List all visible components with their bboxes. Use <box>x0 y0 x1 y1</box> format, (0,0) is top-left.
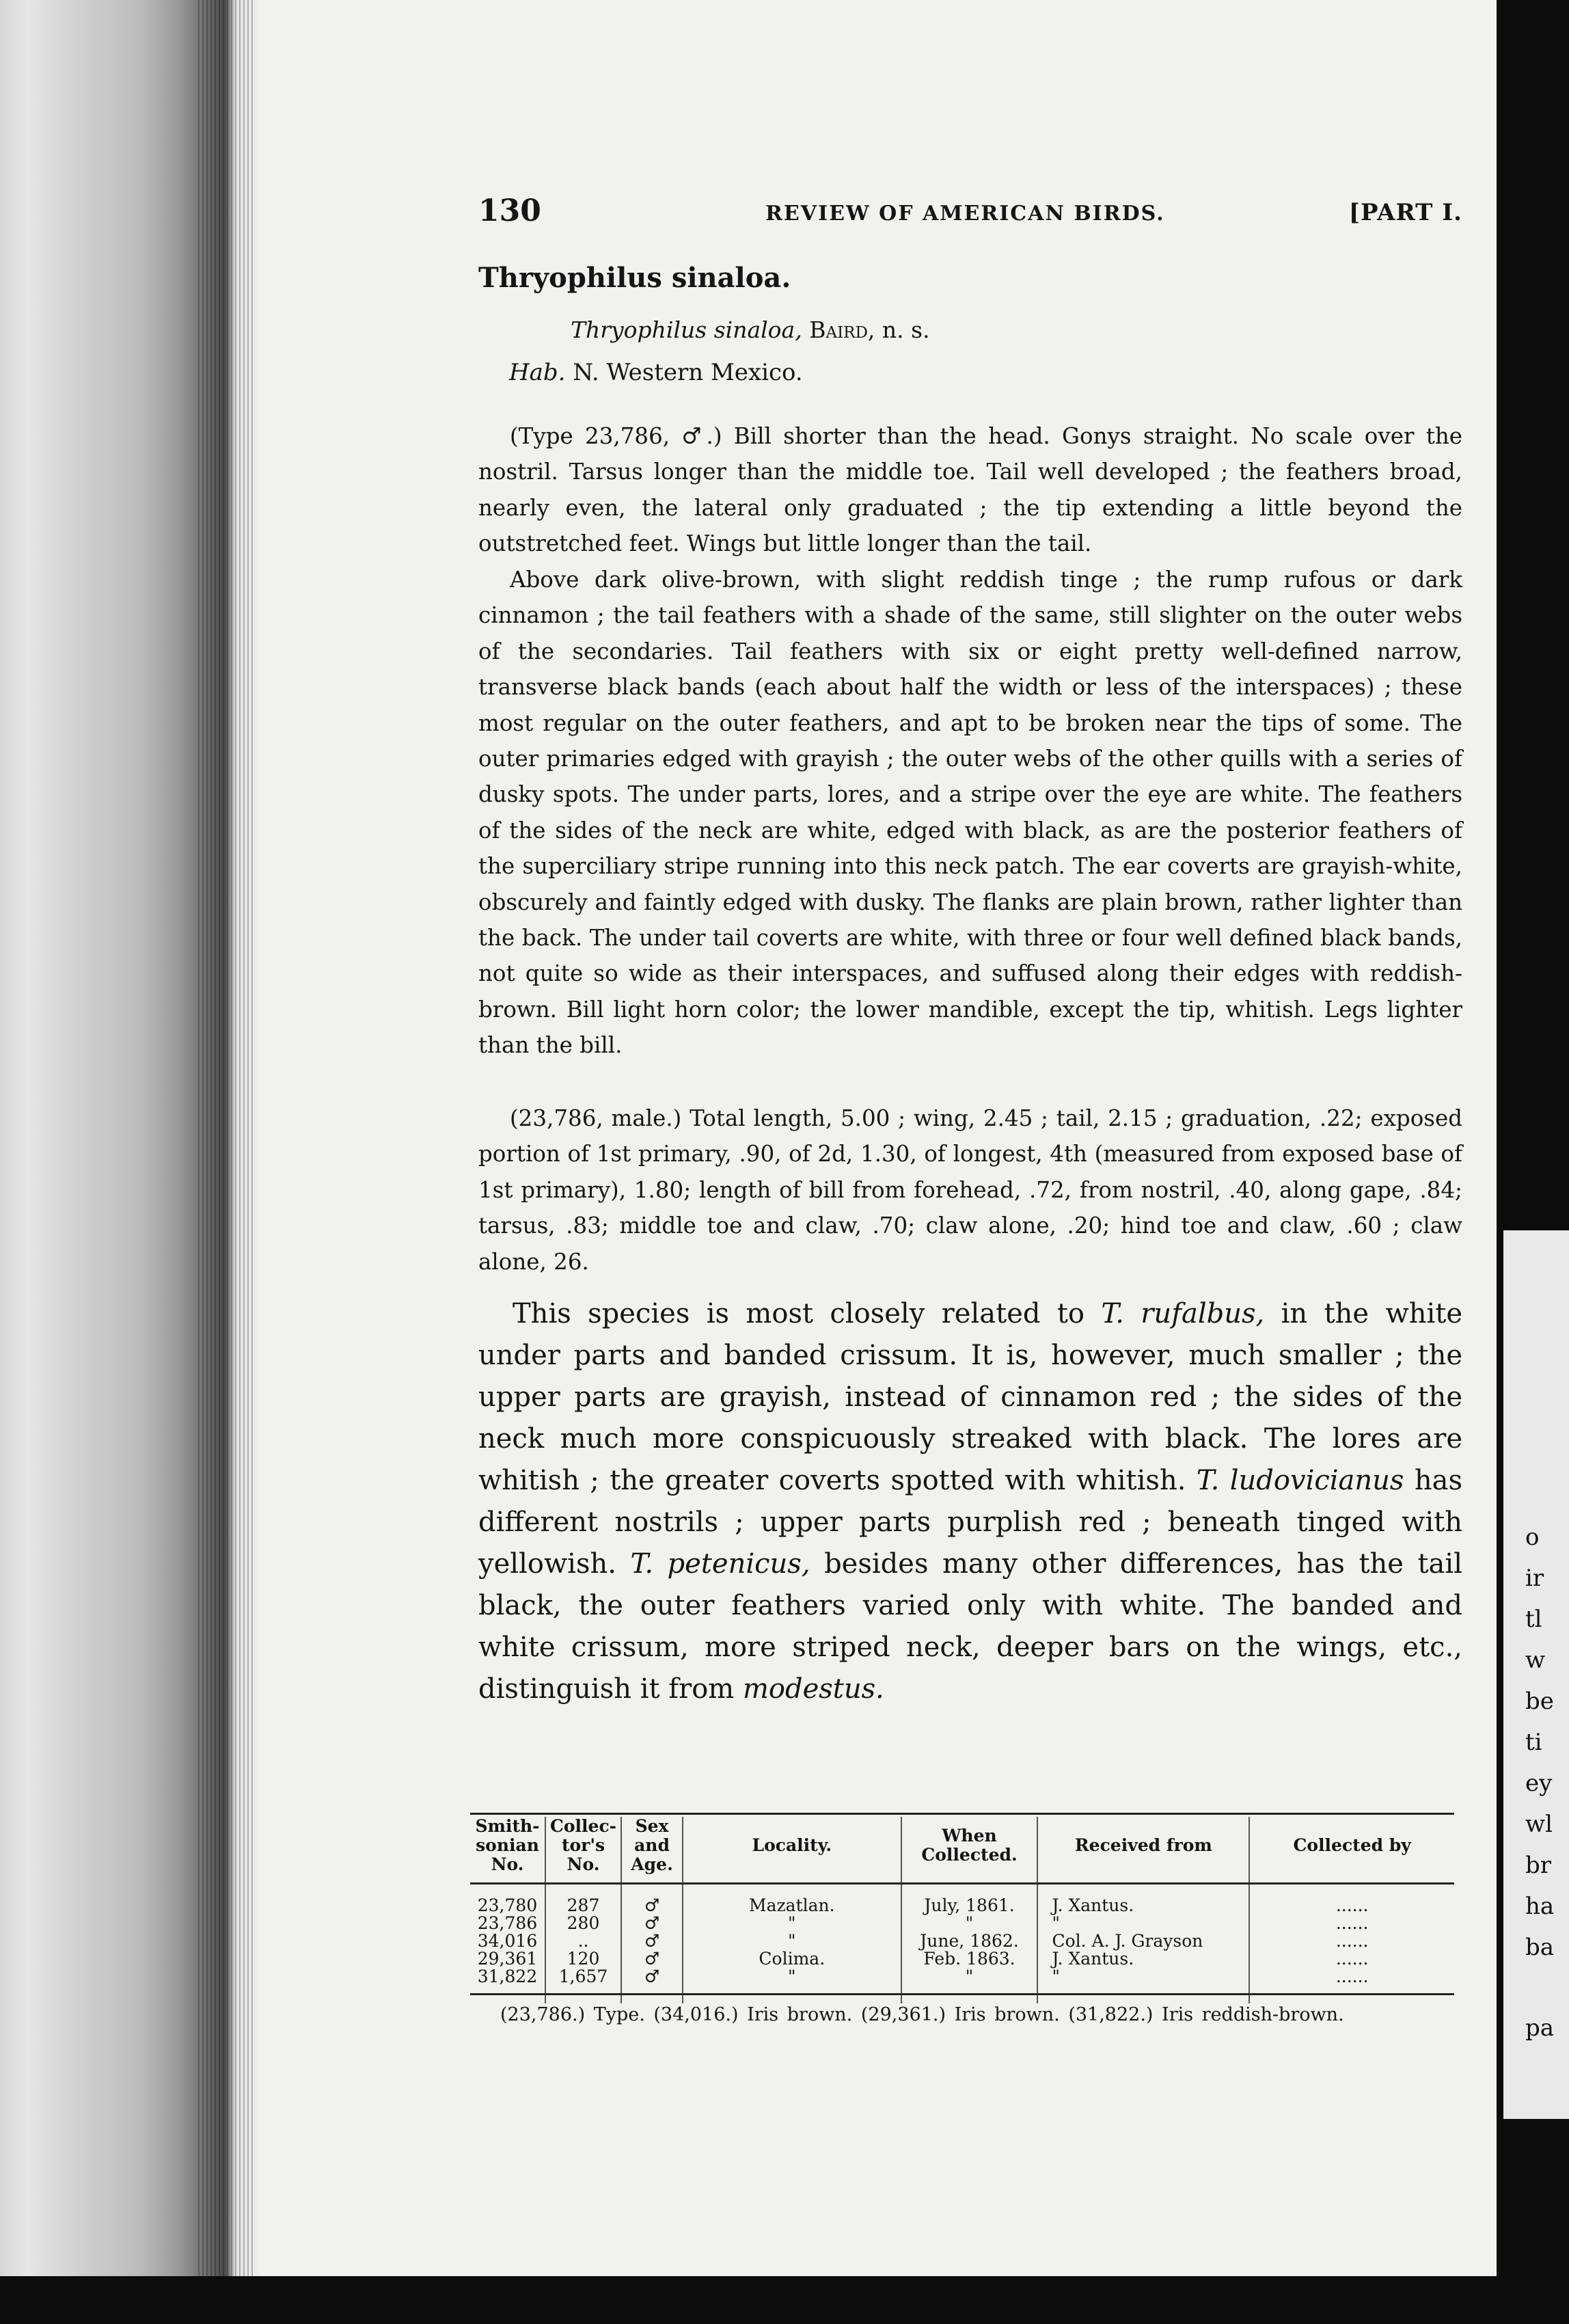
column-header: Locality. <box>683 1817 901 1884</box>
sex-symbol: ♂ <box>621 1950 683 1968</box>
synonym-author: Baird, <box>809 316 875 343</box>
next-page-fragment: be <box>1525 1688 1554 1715</box>
table-bottom-rule <box>470 1993 1454 1995</box>
species-name: T. rufalbus, <box>1101 1298 1265 1329</box>
colouration-paragraph: Above dark olive-brown, with slight reddish tinge ; the rump rufous or dark cinnamon ; the tail feathers with a shade of the same, still slighter on the outer webs of the secondaries. Tail feathers with six or eight pretty well-defined narrow, transverse black bands (each about half the width or less of the interspaces) ; these most regular on the outer feathers, and apt to be broken near the tips of some. The outer primaries edged with grayish ; the outer webs of the other quills with a series of dusky spots. The under parts, lores, and a stripe over the eye are white. The feathers of the sides of the neck are white, edged with black, as are the posterior feathers of the superciliary stripe running into this neck patch. The ear coverts are grayish-white, obscurely and faintly edged with dusky. The flanks are plain brown, rather lighter than the back. The under tail coverts are white, with three or four well defined black bands, not quite so wide as their interspaces, and suffused along their edges with reddish-brown. Bill light horn color; the lower mandible, except the tip, whitish. Legs lighter than the bill. <box>478 567 1462 1059</box>
habitat-value: N. Western Mexico. <box>573 359 803 386</box>
locality: " <box>683 1915 901 1932</box>
column-header: Sex and Age. <box>621 1817 683 1884</box>
next-page-fragment: br <box>1525 1852 1552 1879</box>
collected-by: ...... <box>1335 1913 1369 1933</box>
column-header: Received from <box>1037 1817 1249 1884</box>
collector-number: 287 <box>545 1884 621 1915</box>
locality: Colima. <box>683 1950 901 1968</box>
sex-symbol: ♂ <box>621 1915 683 1932</box>
species-name: modestus. <box>742 1673 884 1705</box>
collector-number: 280 <box>545 1915 621 1932</box>
column-header: Collec-tor's No. <box>545 1817 621 1884</box>
sex-symbol: ♂ <box>621 1932 683 1950</box>
running-title: REVIEW OF AMERICAN BIRDS. <box>765 202 1165 226</box>
locality: " <box>683 1968 901 2003</box>
table-row <box>470 1884 1454 1915</box>
comparison-paragraph <box>478 1293 1462 1710</box>
collection-date: July, 1861. <box>901 1884 1038 1915</box>
next-page-fragment: o <box>1525 1524 1540 1551</box>
smithsonian-number: 29,361 <box>470 1950 545 1968</box>
collection-date: June, 1862. <box>901 1932 1038 1950</box>
received-from: " <box>1037 1968 1249 2003</box>
next-page-fragment: ir <box>1525 1565 1544 1592</box>
synonym-note: n. s. <box>882 316 930 343</box>
collected-by: ...... <box>1335 1931 1369 1951</box>
next-page-fragment: ti <box>1525 1729 1542 1756</box>
next-page-edge <box>1503 1230 1569 2119</box>
received-from: " <box>1037 1915 1249 1932</box>
collector-number: 120 <box>545 1950 621 1968</box>
part-label: [PART I. <box>1348 199 1462 226</box>
next-page-fragment: w <box>1525 1647 1546 1674</box>
locality: Mazatlan. <box>683 1884 901 1915</box>
synonym-name: Thryophilus sinaloa, <box>571 316 802 343</box>
smithsonian-number: 23,786 <box>470 1915 545 1932</box>
next-page-fragment: tl <box>1525 1606 1542 1633</box>
locality: " <box>683 1932 901 1950</box>
comparison-text: This species is most closely related to <box>513 1298 1085 1329</box>
collection-date: " <box>901 1968 1038 2003</box>
received-from: J. Xantus. <box>1037 1950 1249 1968</box>
column-header: Collected by <box>1249 1817 1454 1884</box>
specimen-table <box>470 1817 1454 2003</box>
next-page-fragment: ey <box>1525 1770 1553 1797</box>
collection-date: Feb. 1863. <box>901 1950 1038 1968</box>
column-header: Smith-sonian No. <box>470 1817 545 1884</box>
habitat-label: Hab. <box>509 359 566 386</box>
comparison-text: has different nostrils ; upper parts purplish red ; beneath tinged with yellowish. <box>478 1465 1462 1580</box>
collected-by: ...... <box>1335 1895 1369 1915</box>
table-row <box>470 1950 1454 1968</box>
table-row <box>470 1932 1454 1950</box>
next-page-fragment: pa <box>1525 2014 1555 2042</box>
species-name: T. petenicus, <box>630 1548 810 1580</box>
received-from: Col. A. J. Grayson <box>1037 1932 1249 1950</box>
next-page-fragment: ba <box>1525 1934 1555 1961</box>
sex-symbol: ♂ <box>621 1968 683 2003</box>
column-header: When Collected. <box>901 1817 1038 1884</box>
collector-number: 1,657 <box>545 1968 621 2003</box>
synonym-line <box>571 316 930 343</box>
bottom-shadow <box>0 2276 1569 2324</box>
table-row <box>470 1968 1454 2003</box>
smithsonian-number: 23,780 <box>470 1884 545 1915</box>
sex-symbol: ♂ <box>621 1884 683 1915</box>
next-page-fragment: ha <box>1525 1893 1555 1920</box>
collected-by: ...... <box>1335 1949 1369 1969</box>
collector-number: .. <box>545 1932 621 1950</box>
habitat-line <box>509 359 803 386</box>
measurements-paragraph: (23,786, male.) Total length, 5.00 ; wing, 2.45 ; tail, 2.15 ; graduation, .22; exposed portion of 1st primary, .90, of 2d, 1.30, of longest, 4th (measured from exposed base of 1st primary), 1.80; length of bill from forehead, .72, from nostril, .40, along gape, .84; tarsus, .83; middle toe and claw, .70; claw alone, .20; hind toe and claw, .60 ; claw alone, 26. <box>478 1105 1462 1275</box>
running-header <box>478 193 1462 234</box>
description-paragraph: (Type 23,786, ♂.) Bill shorter than the head. Gonys straight. No scale over the nostril. Tarsus longer than the middle toe. Tail well developed ; the feathers broad, nearly even, the lateral only graduated ; the tip extending a little beyond the outstretched feet. Wings but little longer than the tail. <box>478 423 1462 557</box>
page-number: 130 <box>478 193 541 228</box>
species-title: Thryophilus sinaloa. <box>478 262 791 294</box>
species-name: T. ludovicianus <box>1196 1465 1404 1496</box>
table-header-row <box>470 1817 1454 1884</box>
received-from: J. Xantus. <box>1037 1884 1249 1915</box>
collection-date: " <box>901 1915 1038 1932</box>
comparison-text: besides many other differences, has the tail black, the outer feathers varied only with white. The banded and white crissum, more striped neck, deeper bars on the wings, etc., distinguish it from <box>478 1548 1462 1705</box>
comparison-text: in the white under parts and banded crissum. It is, however, much smaller ; the upper parts are grayish, instead of cinnamon red ; the sides of the neck much more conspicuously streaked with black. The lores are whitish ; the greater coverts spotted with whitish. <box>478 1298 1463 1496</box>
smithsonian-number: 34,016 <box>470 1932 545 1950</box>
page-edges <box>198 0 253 2324</box>
table-top-rule <box>470 1813 1454 1815</box>
table-row <box>470 1915 1454 1932</box>
table-footnote: (23,786.) Type. (34,016.) Iris brown. (29,361.) Iris brown. (31,822.) Iris reddish-brown. <box>500 2004 1344 2025</box>
next-page-fragment: wl <box>1525 1811 1553 1838</box>
smithsonian-number: 31,822 <box>470 1968 545 2003</box>
collected-by: ...... <box>1335 1967 1369 1986</box>
